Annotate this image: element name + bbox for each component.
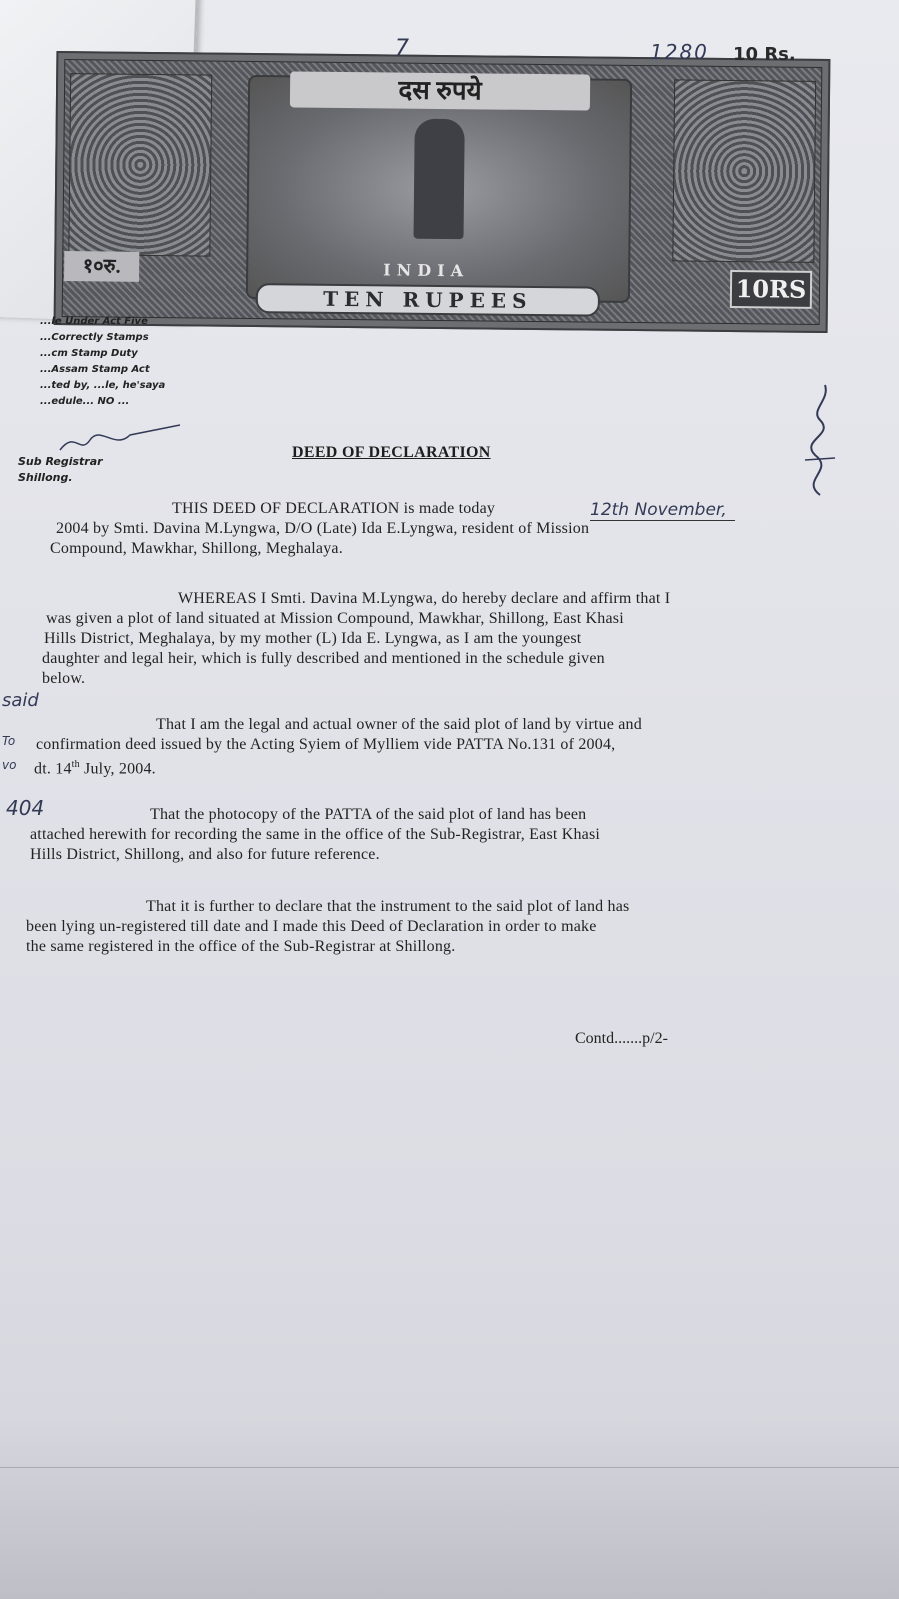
paragraph-3-line-1: That I am the legal and actual owner of the said plot of land by virtue and (156, 716, 642, 733)
document-title: DEED OF DECLARATION (292, 444, 491, 461)
stamp-hindi-denomination: १०रु. (64, 251, 139, 282)
paragraph-3-line-2: confirmation deed issued by the Acting Syiem of Mylliem vide PATTA No.131 of 2004, (36, 736, 616, 753)
paragraph-2-line-2: was given a plot of land situated at Mission Compound, Mawkhar, Shillong, East Khasi (46, 610, 624, 627)
stamp-right-ornament (672, 79, 816, 262)
handwritten-value: 10 Rs. (733, 44, 796, 65)
paragraph-4-line-3: Hills District, Shillong, and also for future reference. (30, 846, 380, 863)
date-suffix: th (71, 759, 80, 770)
paragraph-2-line-5: below. (42, 670, 86, 687)
paragraph-5-line-3: the same registered in the office of the Sub-Registrar at Shillong. (26, 938, 456, 955)
margin-handwriting-404: 404 (6, 796, 45, 820)
margin-signature (790, 380, 850, 500)
page-crease-line (0, 1467, 899, 1468)
endorsement-line: ...edule... NO ... (40, 396, 130, 407)
paragraph-3-line-3 (34, 756, 156, 778)
handwritten-date: 12th November, (590, 500, 735, 521)
endorsement-line: ...Correctly Stamps (40, 332, 149, 343)
stamp-paper-header (54, 51, 831, 333)
paragraph-2-line-4: daughter and legal heir, which is fully described and mentioned in the schedule given (42, 650, 605, 667)
subregistrar-place: Shillong. (18, 471, 73, 484)
stamp-ten-rupees-label: TEN RUPEES (256, 283, 600, 317)
stamp-left-ornament (68, 73, 212, 256)
ashoka-emblem-icon (414, 119, 465, 240)
endorsement-line: ...le Under Act Five (40, 316, 148, 327)
subregistrar-title: Sub Registrar (18, 455, 103, 468)
stamp-denomination-badge: 10RS (730, 270, 812, 309)
endorsement-line: ...cm Stamp Duty (40, 348, 138, 359)
paragraph-1-line-1: THIS DEED OF DECLARATION is made today (172, 500, 496, 517)
handwritten-serial-number: 1280 (650, 40, 709, 64)
paragraph-1-line-2: 2004 by Smti. Davina M.Lyngwa, D/O (Late) Ida E.Lyngwa, resident of Mission (56, 520, 590, 537)
date-text: dt. 14 (34, 760, 72, 778)
date-rest: July, 2004. (79, 760, 156, 778)
paragraph-1-line-3: Compound, Mawkhar, Shillong, Meghalaya. (50, 540, 343, 557)
stamp-hindi-title: दस रुपये (290, 71, 590, 110)
paragraph-2-line-3: Hills District, Meghalaya, by my mother (L) Ida E. Lyngwa, as I am the youngest (44, 630, 582, 647)
paragraph-2-line-1: WHEREAS I Smti. Davina M.Lyngwa, do hereby declare and affirm that I (178, 590, 671, 607)
subregistrar-stamp (18, 454, 103, 486)
margin-handwriting-to: To (2, 734, 16, 748)
paragraph-5-line-2: been lying un-registered till date and I made this Deed of Declaration in order to make (26, 918, 597, 935)
paragraph-5-line-1: That it is further to declare that the instrument to the said plot of land has (146, 898, 630, 915)
continued-note: Contd.......p/2- (575, 1030, 668, 1047)
registration-endorsement (40, 314, 180, 410)
stamp-india-label: INDIA (383, 260, 470, 281)
endorsement-line: ...Assam Stamp Act (40, 364, 150, 375)
page-fold-shadow (0, 1420, 899, 1599)
handwritten-mark: 7 (395, 36, 409, 61)
paragraph-4-line-1: That the photocopy of the PATTA of the said plot of land has been (150, 806, 587, 823)
paragraph-4-line-2: attached herewith for recording the same in the office of the Sub-Registrar, East Khasi (30, 826, 601, 843)
margin-handwriting-vo: vo (2, 758, 17, 772)
endorsement-line: ...ted by, ...le, he'saya (40, 380, 166, 391)
margin-handwriting-said: said (2, 690, 39, 711)
